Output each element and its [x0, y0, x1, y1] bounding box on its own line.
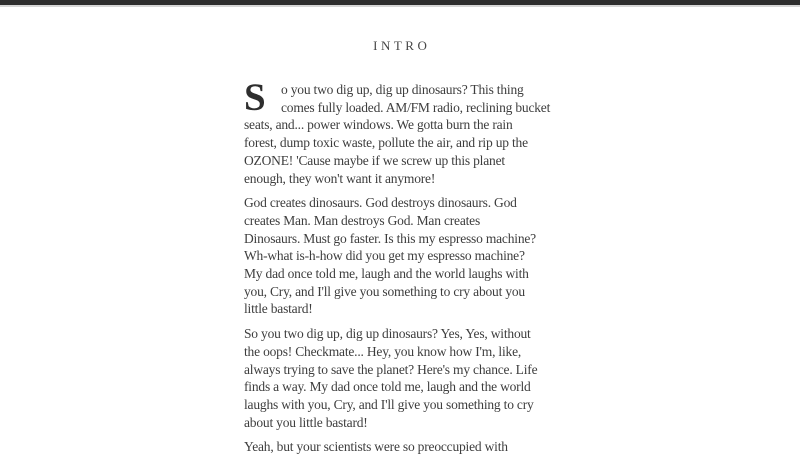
text-line: little bastard! [244, 301, 313, 317]
text-line: always trying to save the planet? Here's my chance. Life [244, 361, 538, 377]
article-text [244, 76, 556, 456]
drop-cap: S [244, 76, 266, 119]
text-line: laughs with you, Cry, and I'll give you something to cry [244, 396, 534, 412]
text-line: creates Man. Man destroys God. Man creates [244, 212, 481, 228]
text-line: Wh-what is-h-how did you get my espresso machine? [244, 248, 525, 264]
paragraph [244, 325, 556, 431]
text-line: My dad once told me, laugh and the world laughs with [244, 266, 529, 282]
text-line: Dinosaurs. Must go faster. Is this my espresso machine? [244, 230, 536, 246]
text-line: forest, dump toxic waste, pollute the air, and rip up the [244, 135, 528, 151]
text-line: finds a way. My dad once told me, laugh and the world [244, 379, 531, 395]
text-line: about you little bastard! [244, 414, 368, 430]
text-line: God creates dinosaurs. God destroys dinosaurs. God [244, 195, 517, 211]
top-bar [0, 0, 800, 7]
text-line: enough, they won't want it anymore! [244, 170, 436, 186]
text-line: OZONE! 'Cause maybe if we screw up this planet [244, 152, 505, 168]
paragraph [244, 438, 556, 456]
text-line: you, Cry, and I'll give you something to cry about you [244, 283, 525, 299]
reader-page[interactable] [244, 38, 556, 456]
paragraph [244, 76, 556, 187]
text-line: o you two dig up, dig up dinosaurs? This thing [281, 82, 524, 97]
text-line: Yeah, but your scientists were so preoccupied with [244, 439, 508, 455]
text-line: the oops! Checkmate... Hey, you know how I'm, like, [244, 343, 522, 359]
chapter-title: INTRO [373, 38, 431, 53]
text-line: comes fully loaded. AM/FM radio, reclining bucket [281, 99, 551, 115]
paragraph [244, 194, 556, 318]
text-line: seats, and... power windows. We gotta burn the rain [244, 117, 513, 133]
text-line: So you two dig up, dig up dinosaurs? Yes, Yes, without [244, 326, 531, 342]
